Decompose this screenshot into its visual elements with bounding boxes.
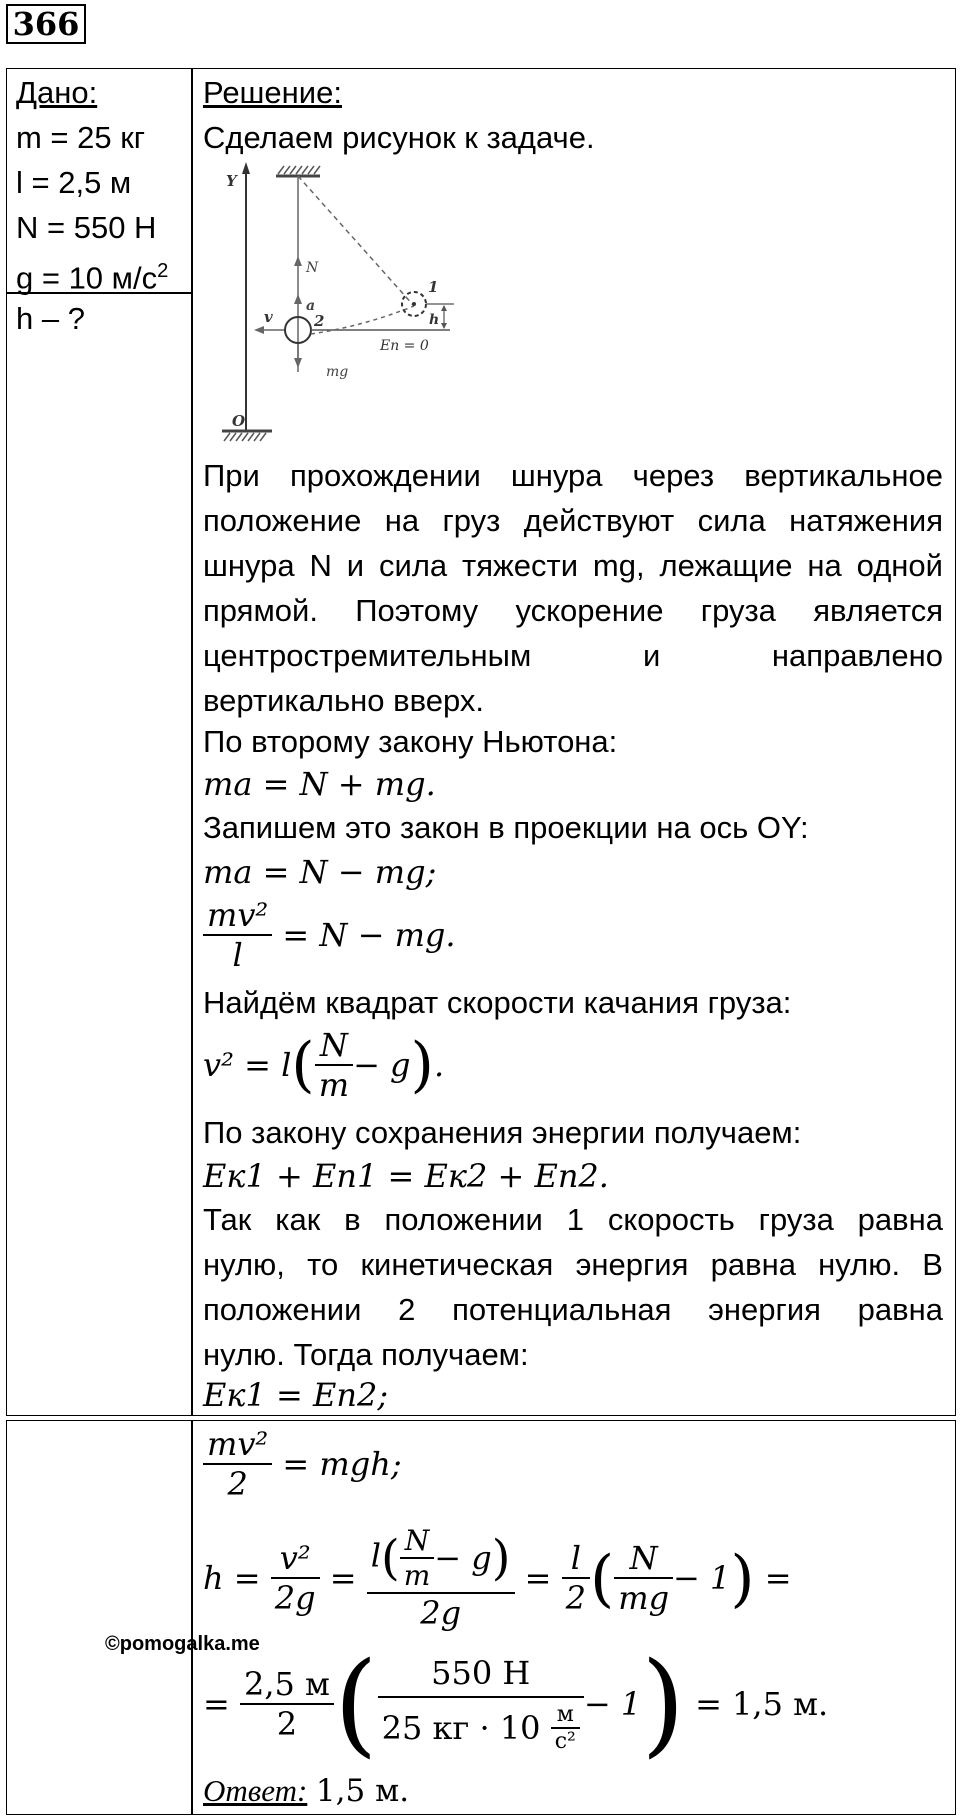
answer-value: 1,5 м. [315, 1773, 410, 1809]
paragraph-forces-line-4: прямой. Поэтому ускорение груза является [203, 593, 943, 628]
eq9-tail: − 1 [583, 1685, 642, 1723]
equation-energy-conservation: Eк1 + Eп1 = Eк2 + Eп2. [203, 1157, 609, 1195]
eq8-frac3-num: l [570, 1539, 581, 1577]
equation-newton-projection: ma = N − mg; [203, 853, 437, 891]
problem-number: 366 [6, 4, 86, 44]
newton-law-text: По второму закону Ньютона: [203, 724, 618, 759]
eq8-frac2-inner [400, 1524, 435, 1592]
speed-square-text: Найдём квадрат скорости качания груза: [203, 985, 792, 1020]
eq8-frac1-num: v² [279, 1539, 311, 1577]
eq4-paren-close: ) [410, 1030, 434, 1100]
eq8-tail: − 1 [673, 1559, 731, 1597]
eq9-unit [551, 1702, 580, 1754]
floor-hatch [224, 433, 266, 441]
eq8-frac2-l: l [370, 1536, 381, 1575]
eq8-frac4 [614, 1539, 673, 1617]
pos2-label: 2 [314, 312, 325, 330]
given-header: Дано: [16, 75, 98, 110]
paragraph-forces-line-3: шнура N и сила тяжести mg, лежащие на одной [203, 548, 943, 583]
eq9-frac1 [240, 1665, 334, 1743]
gravity-label: mg [326, 364, 349, 380]
eq8-frac1-den: 2g [271, 1577, 320, 1617]
answer-label: Ответ: [203, 1773, 308, 1808]
equation-speed-square [203, 1026, 444, 1104]
given-tension: N = 550 Н [16, 210, 157, 245]
given-gravity-sup: 2 [157, 260, 169, 282]
solution-intro: Сделаем рисунок к задаче. [203, 120, 595, 155]
answer [203, 1770, 409, 1812]
eq7-rhs: = mgh; [282, 1445, 402, 1483]
given-gravity [16, 250, 168, 299]
tension-arrow [294, 256, 302, 266]
velocity-label: v [264, 308, 273, 326]
eq8-frac3-den: 2 [562, 1577, 590, 1617]
eq8-frac2 [367, 1524, 515, 1632]
projection-text: Запишем это закон в проекции на ось OY: [203, 810, 809, 845]
eq9-frac2 [378, 1654, 584, 1754]
string-deflected [298, 176, 414, 306]
paragraph-energy-line-1: Так как в положении 1 скорость груза равна [203, 1202, 943, 1237]
equation-energy-equal: Eк1 = Eп2; [203, 1376, 389, 1414]
y-axis-label: Y [226, 172, 237, 190]
watermark: ©pomogalka.me [105, 1633, 260, 1655]
fraction-den: l [203, 934, 272, 974]
eq4-fraction [315, 1026, 353, 1104]
energy-text: По закону сохранения энергии получаем: [203, 1115, 802, 1150]
given-gravity-text: g = 10 м/с [16, 260, 158, 296]
eq4-period: . [433, 1046, 445, 1084]
eq9-unit-num: м [556, 1702, 574, 1727]
eq8-frac3 [562, 1539, 590, 1617]
paragraph-forces [203, 453, 943, 723]
ep-zero-label: Eп = 0 [380, 338, 429, 354]
gravity-arrow [294, 358, 302, 368]
eq8-frac2-m: m [400, 1557, 435, 1592]
eq8-paren-close: ) [730, 1541, 755, 1615]
eq8-eq2: = [524, 1559, 552, 1597]
accel-label: a [306, 298, 316, 314]
tension-label: N [306, 260, 319, 276]
paragraph-forces-line-6: вертикально вверх. [203, 683, 484, 718]
pos1-label: 1 [428, 278, 439, 296]
equation-numeric [203, 1639, 829, 1769]
height-label: h [429, 312, 440, 328]
eq8-frac4-num: N [629, 1539, 658, 1577]
paragraph-forces-line-2: положение на груз действуют сила натяжения [203, 503, 943, 538]
given-mass: m = 25 кг [16, 120, 146, 155]
eq9-lead: = [203, 1685, 230, 1723]
eq4-rest: − g [353, 1046, 411, 1084]
paragraph-forces-line-1: При прохождении шнура через вертикальное [203, 458, 943, 493]
fraction-mv2-l [203, 896, 272, 974]
height-arrow-down [441, 323, 447, 329]
equation-newton-vector: ma = N + mg. [203, 765, 436, 803]
column-divider-bottom [191, 1420, 193, 1815]
eq8-frac2-g: − g [434, 1539, 492, 1577]
eq9-paren-open: ( [333, 1639, 378, 1769]
paragraph-energy-line-4: нулю. Тогда получаем: [203, 1337, 529, 1372]
ball-position-1-center [412, 302, 416, 306]
paragraph-energy-line-2: нулю, то кинетическая энергия равна нулю. В [203, 1247, 943, 1282]
eq8-paren-open: ( [590, 1541, 615, 1615]
eq9-frac1-den: 2 [240, 1703, 334, 1743]
eq8-eq1: = [329, 1559, 357, 1597]
eq9-frac2-den [378, 1696, 584, 1754]
eq9-paren-close: ) [641, 1639, 685, 1769]
solution-header: Решение: [203, 75, 342, 110]
eq9-frac2-num: 550 Н [431, 1654, 531, 1692]
eq4-paren-open: ( [291, 1030, 315, 1100]
column-divider-top [191, 68, 193, 1416]
eq8-frac2-paren-close: ) [491, 1530, 511, 1586]
equation-mgh [203, 1425, 402, 1503]
eq9-frac2-den-text: 25 кг · 10 [381, 1709, 541, 1747]
equation-centripetal [203, 896, 456, 974]
eq8-frac4-den: mg [614, 1577, 673, 1617]
paragraph-forces-line-5: центростремительным и направлено [203, 638, 943, 673]
eq9-result: = 1,5 м. [695, 1685, 829, 1723]
eq8-frac2-den: 2g [367, 1592, 515, 1632]
paragraph-energy-line-3: положении 2 потенциальная энергия равна [203, 1292, 943, 1327]
origin-label: O [232, 412, 246, 430]
pendulum-figure [214, 158, 464, 448]
paragraph-energy [203, 1197, 943, 1377]
eq8-h: h = [203, 1559, 261, 1597]
ceiling-hatch [278, 166, 320, 174]
eq4-num: N [319, 1026, 348, 1064]
fraction-num: mv² [207, 896, 269, 934]
eq4-den: m [315, 1064, 353, 1104]
given-length: l = 2,5 м [16, 165, 132, 200]
accel-arrow [294, 294, 302, 304]
eq8-frac2-N: N [404, 1524, 430, 1557]
eq7-den: 2 [203, 1463, 272, 1503]
equation-centripetal-rhs: = N − mg. [282, 916, 456, 954]
eq8-frac2-paren-open: ( [381, 1530, 400, 1586]
eq8-eq3: = [764, 1559, 792, 1597]
eq4-lhs: v² = l [203, 1046, 292, 1084]
eq9-unit-den: с² [551, 1727, 580, 1754]
given-find: h – ? [16, 301, 85, 336]
eq8-frac1 [271, 1539, 320, 1617]
eq8-frac2-num [367, 1524, 515, 1592]
velocity-arrow [254, 326, 264, 334]
height-arrow-up [441, 305, 447, 311]
y-axis-arrow [242, 162, 250, 174]
eq7-fraction [203, 1425, 272, 1503]
eq7-num: mv² [207, 1425, 269, 1463]
eq9-frac1-num: 2,5 м [243, 1665, 330, 1703]
equation-height-derivation [203, 1524, 792, 1632]
